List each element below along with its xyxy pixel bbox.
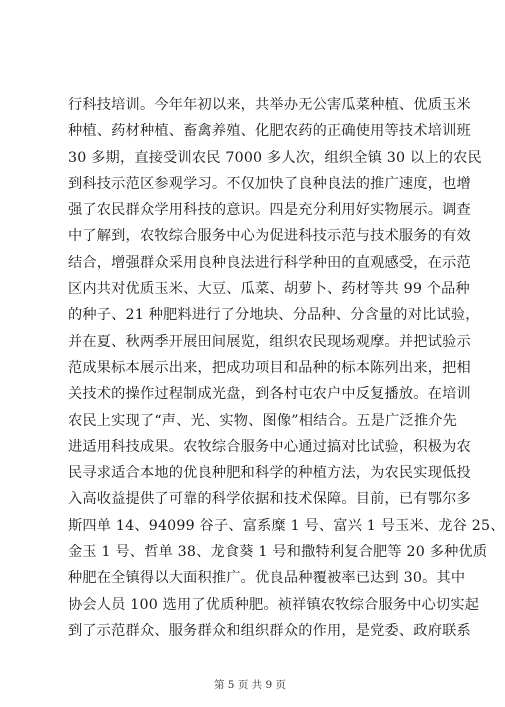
text-line: 入高收益提供了可靠的科学依据和技术保障。目前，已有鄂尔多 <box>68 491 471 508</box>
text-line: 结合，增强群众采用良种良法进行科学种田的直观感受，在示范 <box>68 254 471 271</box>
text-line: 进适用科技成果。农牧综合服务中心通过搞对比试验，积极为农 <box>68 438 471 455</box>
text-line: 区内共对优质玉米、大豆、瓜菜、胡萝卜、药材等共 99 个品种 <box>68 281 470 298</box>
text-line: 强了农民群众学用科技的意识。四是充分利用好实物展示。调查 <box>68 202 471 219</box>
page-footer <box>0 678 500 692</box>
body-text <box>68 92 505 644</box>
text-line: 中了解到，农牧综合服务中心为促进科技示范与技术服务的有效 <box>68 228 471 245</box>
text-line: 金玉 1 号、哲单 38、龙食葵 1 号和撒特利复合肥等 20 多种优质 <box>68 544 488 561</box>
text-line: 的种子、21 种肥料进行了分地块、分品种、分含量的对比试验， <box>68 307 480 324</box>
text-line: 并在夏、秋两季开展田间展览，组织农民现场观摩。并把试验示 <box>68 333 471 350</box>
page-number: 第 5 页 共 9 页 <box>213 679 287 691</box>
text-line: 到了示范群众、服务群众和组织群众的作用，是党委、政府联系 <box>68 622 471 639</box>
text-line: 农民上实现了“声、光、实物、图像”相结合。五是广泛推介先 <box>68 412 457 429</box>
text-line: 关技术的操作过程制成光盘，到各村屯农户中反复播放。在培训 <box>68 386 471 403</box>
text-line: 范成果标本展示出来，把成功项目和品种的标本陈列出来，把相 <box>68 359 471 376</box>
text-line: 行科技培训。今年年初以来，共举办无公害瓜菜种植、优质玉米 <box>68 97 471 113</box>
text-line: 种植、药材种植、畜禽养殖、化肥农药的正确使用等技术培训班 <box>68 123 471 140</box>
text-line: 斯四单 14、94099 谷子、富系糜 1 号、富兴 1 号玉米、龙谷 25、 <box>68 517 505 534</box>
text-line: 协会人员 100 选用了优质种肥。祯祥镇农牧综合服务中心切实起 <box>68 596 480 613</box>
text-line: 种肥在全镇得以大面积推广。优良品种覆被率已达到 30。其中 <box>68 570 466 587</box>
text-line: 民寻求适合本地的优良种肥和科学的种植方法，为农民实现低投 <box>68 465 471 482</box>
text-line: 30 多期，直接受训农民 7000 多人次，组织全镇 30 以上的农民 <box>68 149 482 166</box>
text-line: 到科技示范区参观学习。不仅加快了良种良法的推广速度，也增 <box>68 175 471 192</box>
